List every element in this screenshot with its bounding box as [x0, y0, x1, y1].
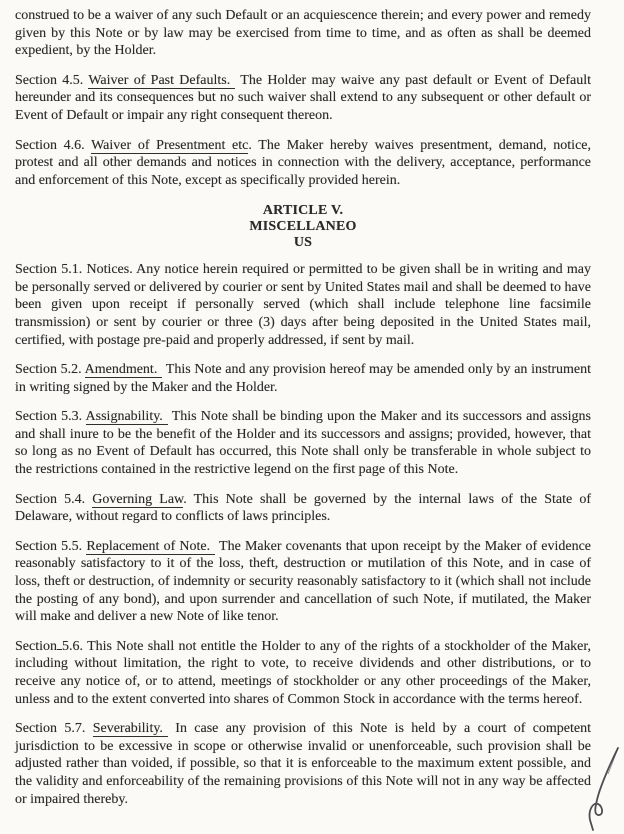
section-body: . This Note shall be governed by the internal laws of the State of Delaware, without regard to conflicts of laws principles. [15, 491, 592, 525]
section-label: Section 5.1. [15, 262, 83, 278]
section-5-2 [15, 361, 591, 396]
section-label: Section 5.5. [15, 538, 83, 554]
section-label: Section 5.4. [15, 491, 86, 507]
section-4-6 [15, 137, 591, 190]
section-5-6 [15, 638, 591, 708]
section-body: . The Maker hereby waives presentment, demand, notice, protest and all other demands and notices in connection with the delivery, acceptance, performance and enforcement of this Note, except as specifically provided herein. [15, 137, 591, 188]
section-body: This Note shall not entitle the Holder to any of the rights of a stockholder of the Maker, including without limitation, the right to vote, to receive dividends and other distributions, or to receive any notice of, or to attend, meetings of stockholder or any other proceedings of the Maker, unless and to the extent converted into shares of Common Stock in accordance with the terms hereof. [15, 638, 591, 707]
section-5-4 [15, 491, 591, 526]
section-5-3 [15, 408, 591, 478]
section-title: Notices. [86, 262, 133, 278]
section-5-5 [15, 538, 591, 626]
section-label: Section [15, 638, 57, 654]
intro-text: construed to be a waiver of any such Default or an acquiescence therein; and every power and remedy given by this Note or by law may be exercised from time to time, and as often as shall be deemed expedient, by the Holder. [15, 8, 591, 59]
section-label: Section 4.5. [15, 72, 84, 88]
section-title: Governing Law [92, 491, 184, 507]
section-body: This Note shall be binding upon the Maker and its successors and assigns and shall inure to be the benefit of the Holder and its successors and assigns; provided, however, that so long as no Event of Default has occurred, this Note shall only be transferable in whole subject to the restrictions contained in the restrictive legend on the first page of this Note. [15, 409, 591, 478]
handwritten-initials-mark [568, 744, 624, 834]
article-heading [15, 203, 591, 250]
section-title: Waiver of Past Defaults. [88, 73, 235, 89]
section-label: Section 5.3. [15, 409, 83, 425]
section-4-5 [15, 72, 591, 125]
section-title: Severability. [93, 721, 168, 737]
section-label: Section 4.6. [15, 137, 85, 153]
intro-paragraph [15, 7, 591, 60]
article-heading-line-3: US [293, 234, 313, 250]
section-5-7 [15, 720, 591, 808]
section-body: Any notice herein required or permitted to be given shall be in writing and may be personally served or delivered by courier or sent by United States mail and shall be deemed to have been given upon receipt if personally served (which shall include telephone line facsimile transmission) or sent by courier or three (3) days after being deposited in the United States mail, certified, with postage pre-paid and properly addressed, if sent by mail. [15, 262, 592, 348]
section-body: The Holder may waive any past default or Event of Default hereunder and its consequences but no such waiver shall extend to any subsequent or other default or Event of Default or impair any right consequent thereon. [15, 72, 591, 123]
article-heading-line-1: ARTICLE V. [262, 203, 344, 219]
section-label: Section 5.7. [15, 721, 86, 737]
section-title: Replacement of Note. [86, 539, 215, 555]
section-title: Waiver of Presentment etc [91, 137, 249, 153]
section-body: This Note and any provision hereof may be amended only by an instrument in writing signed by the Maker and the Holder. [15, 362, 591, 395]
section-body: The Maker covenants that upon receipt by the Maker of evidence reasonably satisfactory to it of the loss, theft, destruction or mutilation of this Note, and in case of loss, theft or destruction, of indemnity or security reasonably satisfactory to it (which shall not include the posting of any bond), and upon surrender and cancellation of such Note, if mutilated, the Maker will make and deliver a new Note of like tenor. [15, 538, 592, 625]
section-label-number: 5.6. [62, 638, 83, 654]
section-title: Amendment. [85, 362, 163, 378]
section-body: In case any provision of this Note is held by a court of competent jurisdiction to be excessive in scope or otherwise invalid or unenforceable, such provision shall be adjusted rather than voided, if possible, so that it is enforceable to the maximum extent possible, and the validity and enforceability of the remaining provisions of this Note will not in any way be affected or impaired thereby. [15, 721, 592, 807]
section-label: Section 5.2. [15, 362, 82, 378]
section-5-1 [15, 261, 591, 349]
article-heading-line-2: MISCELLANEO [249, 218, 357, 234]
section-title: Assignability. [86, 409, 168, 425]
